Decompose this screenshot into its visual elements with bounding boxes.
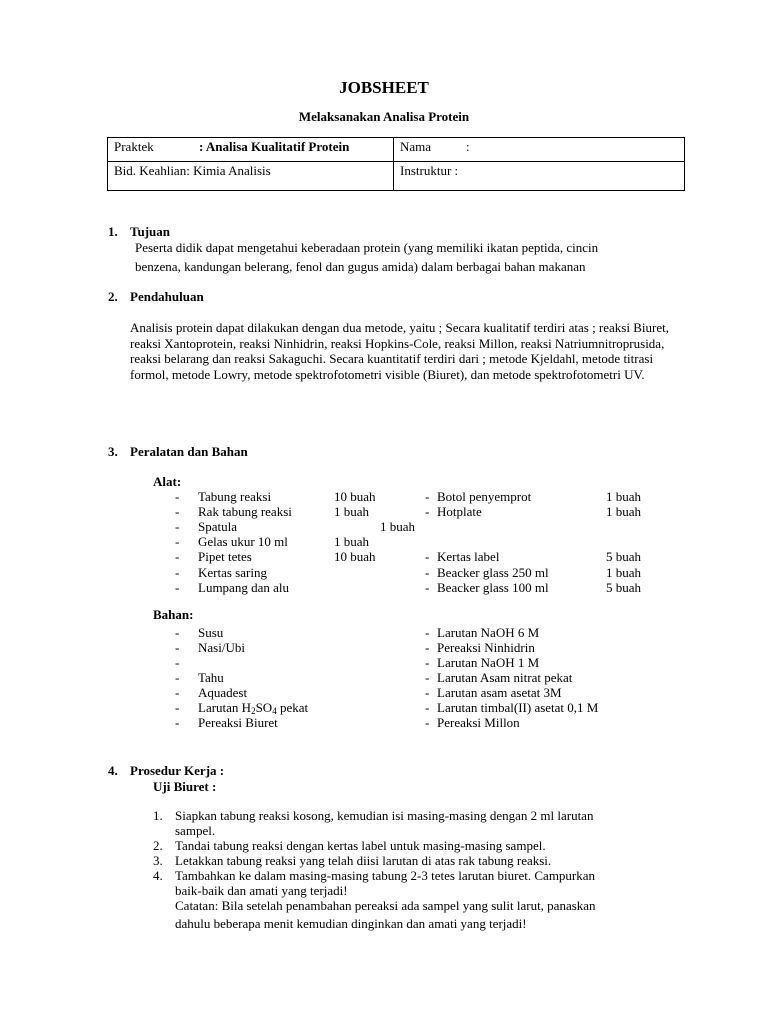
alat-qty: 10 buah <box>334 489 376 504</box>
alat-qty: 5 buah <box>606 549 642 564</box>
alat-item: Tabung reaksi <box>198 489 272 504</box>
section-number-3: 3. <box>108 444 118 459</box>
list-bullet: - <box>175 700 180 715</box>
bahan-item: Larutan timbal(II) asetat 0,1 M <box>437 700 599 715</box>
nama-colon: : <box>466 139 470 154</box>
bidang-keahlian: Bid. Keahlian: Kimia Analisis <box>114 163 271 178</box>
alat-item: Kertas label <box>437 549 500 564</box>
section-number-4: 4. <box>108 763 118 778</box>
alat-title: Alat: <box>153 474 182 489</box>
page-title: JOBSHEET <box>339 78 429 97</box>
alat-item: Pipet tetes <box>198 549 252 564</box>
list-bullet: - <box>175 715 180 730</box>
list-bullet: - <box>425 565 430 580</box>
list-bullet: - <box>425 715 430 730</box>
alat-qty: 10 buah <box>334 549 376 564</box>
section-title-prosedur: Prosedur Kerja : <box>130 763 225 778</box>
tujuan-text-line2: benzena, kandungan belerang, fenol dan gugus amida) dalam berbagai bahan makanan <box>135 259 586 274</box>
bahan-item: Tahu <box>198 670 224 685</box>
bahan-item: Pereaksi Biuret <box>198 715 278 730</box>
alat-item: Beacker glass 250 ml <box>437 565 549 580</box>
section-title-peralatan: Peralatan dan Bahan <box>130 444 248 459</box>
list-bullet: - <box>425 489 430 504</box>
bahan-item: Pereaksi Ninhidrin <box>437 640 535 655</box>
table-divider-vertical <box>393 138 394 190</box>
bahan-item: Larutan asam asetat 3M <box>437 685 562 700</box>
header-table <box>107 137 685 191</box>
list-bullet: - <box>175 504 180 519</box>
list-bullet: - <box>175 625 180 640</box>
step-text: sampel. <box>175 823 216 838</box>
bahan-item: Nasi/Ubi <box>198 640 245 655</box>
bahan-item: Susu <box>198 625 224 640</box>
alat-item: Lumpang dan alu <box>198 580 289 595</box>
catatan-text: Catatan: Bila setelah penambahan pereaksi ada sampel yang sulit larut, panaskan <box>175 898 596 913</box>
alat-item: Hotplate <box>437 504 482 519</box>
list-bullet: - <box>425 700 430 715</box>
catatan-text: dahulu beberapa menit kemudian dinginkan dan amati yang terjadi! <box>175 916 527 931</box>
nama-label: Nama <box>400 139 432 154</box>
alat-item: Gelas ukur 10 ml <box>198 534 288 549</box>
list-bullet: - <box>175 489 180 504</box>
bahan-item: Aquadest <box>198 685 248 700</box>
alat-item: Rak tabung reaksi <box>198 504 292 519</box>
bahan-item: Larutan NaOH 6 M <box>437 625 540 640</box>
praktek-value: : Analisa Kualitatif Protein <box>199 139 350 154</box>
alat-item: Spatula <box>198 519 237 534</box>
uji-biuret-title: Uji Biuret : <box>153 779 217 794</box>
table-divider-horizontal <box>108 161 684 162</box>
list-bullet: - <box>425 580 430 595</box>
alat-qty: 1 buah <box>606 504 642 519</box>
list-bullet: - <box>425 685 430 700</box>
list-bullet: - <box>175 519 180 534</box>
list-bullet: - <box>175 640 180 655</box>
step-text: Tandai tabung reaksi dengan kertas label untuk masing-masing sampel. <box>175 838 546 853</box>
bahan-item: Pereaksi Millon <box>437 715 520 730</box>
alat-item: Kertas saring <box>198 565 267 580</box>
step-text: Siapkan tabung reaksi kosong, kemudian isi masing-masing dengan 2 ml larutan <box>175 808 594 823</box>
section-title-pendahuluan: Pendahuluan <box>130 289 204 304</box>
step-text: Letakkan tabung reaksi yang telah diisi larutan di atas rak tabung reaksi. <box>175 853 552 868</box>
section-number-1: 1. <box>108 224 118 239</box>
list-bullet: - <box>175 565 180 580</box>
tujuan-text-line1: Peserta didik dapat mengetahui keberadaan protein (yang memiliki ikatan peptida, cincin <box>135 240 599 255</box>
list-bullet: - <box>425 549 430 564</box>
alat-qty: 1 buah <box>380 519 416 534</box>
bahan-title: Bahan: <box>153 607 194 622</box>
step-text: baik-baik dan amati yang terjadi! <box>175 883 348 898</box>
bahan-item: Larutan Asam nitrat pekat <box>437 670 573 685</box>
step-number: 4. <box>153 868 163 883</box>
pendahuluan-paragraph: Analisis protein dapat dilakukan dengan dua metode, yaitu ; Secara kualitatif terdiri atas ; reaksi Biuret, reaksi Xantoprotein, reaksi Ninhidrin, reaksi Hopkins-Cole, reaksi Millon, reaksi Natriumnitroprusida, reaksi belarang dan reaksi Sakaguchi. Secara kuantitatif terdiri dari ; metode Kjeldahl, metode titrasi formol, metode Lowry, metode spektrofotometri visible (Biuret), dan metode spektrofotometri UV. <box>130 320 669 382</box>
step-number: 3. <box>153 853 163 868</box>
alat-qty: 1 buah <box>606 489 642 504</box>
list-bullet: - <box>175 549 180 564</box>
list-bullet: - <box>175 580 180 595</box>
alat-item: Beacker glass 100 ml <box>437 580 549 595</box>
list-bullet: - <box>425 640 430 655</box>
alat-qty: 5 buah <box>606 580 642 595</box>
section-number-2: 2. <box>108 289 118 304</box>
alat-qty: 1 buah <box>606 565 642 580</box>
list-bullet: - <box>175 685 180 700</box>
list-bullet: - <box>175 534 180 549</box>
step-number: 2. <box>153 838 163 853</box>
bahan-item-h2so4: Larutan $H_2SO_4$ pekat <box>198 700 309 716</box>
list-bullet: - <box>425 504 430 519</box>
list-bullet: - <box>425 655 430 670</box>
page-subtitle: Melaksanakan Analisa Protein <box>298 109 470 124</box>
list-bullet: - <box>175 670 180 685</box>
list-bullet: - <box>425 670 430 685</box>
step-text: Tambahkan ke dalam masing-masing tabung 2-3 tetes larutan biuret. Campurkan <box>175 868 596 883</box>
alat-qty: 1 buah <box>334 504 370 519</box>
list-bullet: - <box>425 625 430 640</box>
bahan-item: Larutan NaOH 1 M <box>437 655 540 670</box>
alat-item: Botol penyemprot <box>437 489 532 504</box>
instruktur-label: Instruktur : <box>400 163 459 178</box>
alat-qty: 1 buah <box>334 534 370 549</box>
section-title-tujuan: Tujuan <box>130 224 170 239</box>
step-number: 1. <box>153 808 163 823</box>
praktek-label: Praktek <box>114 139 154 154</box>
list-bullet: - <box>175 655 180 670</box>
